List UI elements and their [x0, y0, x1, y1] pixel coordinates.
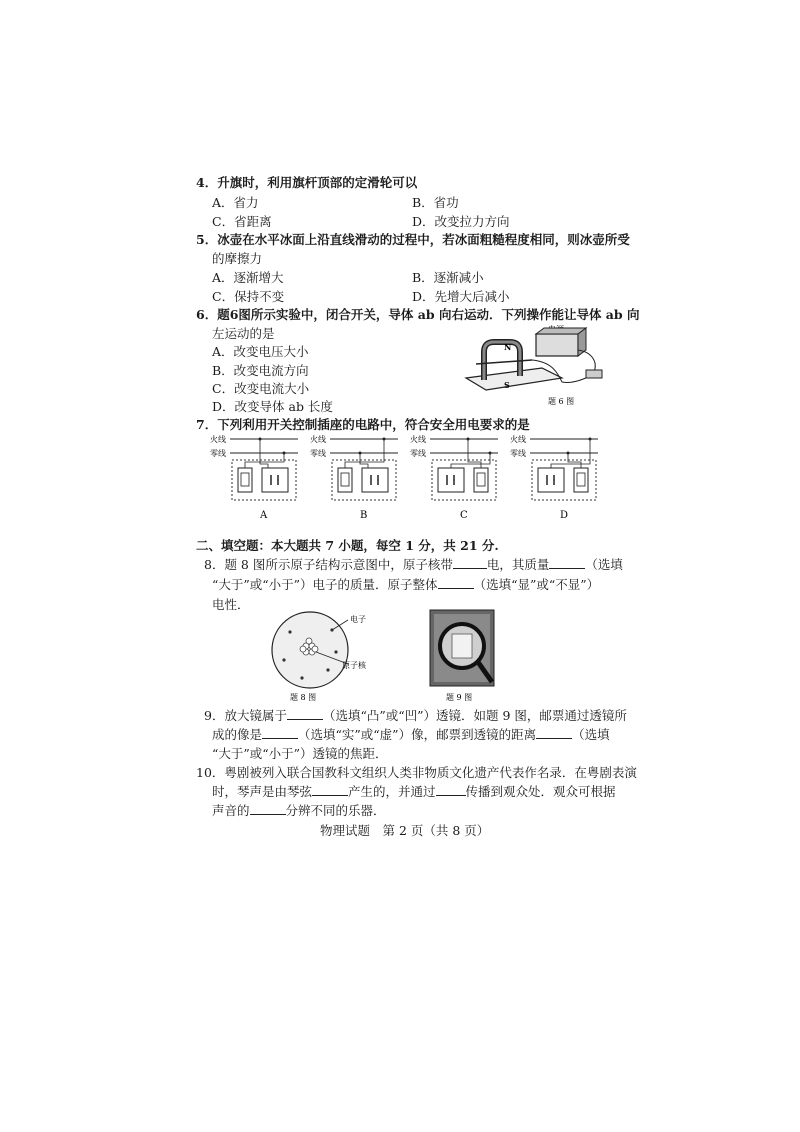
fig6-caption: 题 6 图	[548, 397, 575, 406]
switch	[586, 370, 602, 378]
option-d-label: D	[560, 510, 569, 521]
circuit-option-d	[510, 434, 598, 521]
live-wire-label-a: 火线	[210, 435, 226, 444]
q6-stem-line1: 6．题6图所示实验中，闭合开关，导体 ab 向右运动．下列操作能让导体 ab 向	[196, 307, 640, 322]
fig8-caption: 题 8 图	[290, 693, 317, 702]
neutral-wire-label-a: 零线	[210, 449, 226, 458]
q8-l2-part2: （选填“显”或“不显”）	[473, 577, 600, 592]
q6-option-d: D．改变导体 ab 长度	[212, 399, 333, 414]
live-wire-label-b: 火线	[310, 435, 326, 444]
q4-option-d: D．改变拉力方向	[412, 214, 510, 229]
q10-line2	[212, 783, 616, 801]
q8-l1-part2: 电，其质量	[486, 557, 550, 572]
circuit-option-c	[410, 434, 498, 521]
switch-icon	[477, 473, 485, 486]
q10-blank-2	[436, 783, 466, 796]
q10-blank-3	[250, 802, 286, 815]
section2-heading: 二、填空题：本大题共 7 小题，每空 1 分，共 21 分.	[196, 538, 499, 553]
q10-l2-part1: 时，琴声是由琴弦	[212, 784, 313, 799]
q6-option-a: A．改变电压大小	[212, 344, 309, 359]
q6-option-b: B．改变电流方向	[212, 363, 309, 378]
neutral-wire-label-c: 零线	[410, 449, 426, 458]
q10-l2-part3: 传播到观众处．观众可根据	[465, 784, 616, 799]
circuit-option-a	[210, 434, 298, 521]
q9-l2-part3: （选填	[572, 727, 610, 742]
q10-l3-part2: 分辨不同的乐器．	[285, 803, 386, 818]
q8-l1-part3: （选填	[585, 557, 623, 572]
q9-line2	[212, 726, 610, 744]
q10-line3	[212, 802, 386, 820]
q10-line1: 10．粤剧被列入联合国教科文组织人类非物质文化遗产代表作名录．在粤剧表演	[196, 765, 637, 780]
live-wire-label-c: 火线	[410, 435, 426, 444]
switch-icon	[241, 473, 249, 486]
figure-9-magnifier	[428, 608, 498, 704]
q8-line2	[212, 576, 599, 594]
q9-l1-part1: 9．放大镜属于	[204, 708, 287, 723]
neutral-wire-label-d: 零线	[510, 449, 526, 458]
q7-stem: 7．下列利用开关控制插座的电路中，符合安全用电要求的是	[196, 417, 530, 432]
q9-blank-3	[536, 726, 572, 739]
q8-blank-2	[549, 556, 585, 569]
base-board	[466, 368, 562, 390]
q4-option-a: A．省力	[212, 195, 259, 210]
q9-blank-1	[287, 707, 323, 720]
q4-option-b: B．省功	[412, 195, 459, 210]
q9-line3: “大于”或“小于”）透镜的焦距．	[212, 746, 388, 761]
q9-line1	[204, 707, 627, 725]
q5-option-a: A．逐渐增大	[212, 270, 284, 285]
q9-l2-part1: 成的像是	[212, 727, 263, 742]
q9-l2-part2: （选填“实”或“虚”）像，邮票到透镜的距离	[298, 727, 537, 742]
figure-8-atom-model	[262, 608, 392, 704]
q8-blank-3	[438, 576, 474, 589]
page-footer: 物理试题 第 2 页（共 8 页）	[320, 823, 490, 838]
q8-line3: 电性．	[212, 597, 250, 612]
fig8-nucleus-label: 原子核	[342, 661, 366, 670]
q7-circuit-options	[208, 432, 608, 524]
q10-l2-part2: 产生的，并通过	[348, 784, 436, 799]
stamp	[452, 634, 472, 658]
q4-stem: 4．升旗时，利用旗杆顶部的定滑轮可以	[196, 175, 418, 190]
q5-option-b: B．逐渐减小	[412, 270, 484, 285]
q5-stem-line1: 5．冰壶在水平冰面上沿直线滑动的过程中，若冰面粗糙程度相同，则冰壶所受	[196, 232, 630, 247]
switch-icon	[341, 473, 349, 486]
fig6-n-label: N	[504, 342, 512, 352]
option-b-label: B	[360, 510, 368, 521]
fig6-s-label: S	[504, 380, 510, 390]
option-c-label: C	[460, 510, 468, 521]
q4-option-c: C．省距离	[212, 214, 272, 229]
q5-stem-line2: 的摩擦力	[212, 251, 263, 266]
circuit-option-b	[310, 434, 398, 521]
q6-option-c: C．改变电流大小	[212, 381, 310, 396]
q10-blank-1	[312, 783, 348, 796]
q5-option-d: D．先增大后减小	[412, 289, 510, 304]
power-supply-box	[536, 334, 578, 356]
q8-l2-part1: “大于”或“小于”）电子的质量．原子整体	[212, 577, 438, 592]
fig9-caption: 题 9 图	[446, 693, 473, 702]
q10-l3-part1: 声音的	[212, 803, 250, 818]
fig8-electron-label: 电子	[350, 615, 366, 624]
switch-icon	[577, 473, 585, 486]
q9-blank-2	[262, 726, 298, 739]
neutral-wire-label-b: 零线	[310, 449, 326, 458]
q8-blank-1	[453, 556, 487, 569]
live-wire-label-d: 火线	[510, 435, 526, 444]
q9-l1-part2: （选填“凸”或“凹”）透镜．如题 9 图，邮票通过透镜所	[322, 708, 627, 723]
q5-option-c: C．保持不变	[212, 289, 285, 304]
figure-6-motor-experiment	[462, 322, 607, 410]
option-a-label: A	[260, 510, 268, 521]
q6-stem-line2: 左运动的是	[212, 326, 275, 341]
q8-line1	[204, 556, 623, 574]
q8-l1-part1: 8．题 8 图所示原子结构示意图中，原子核带	[204, 557, 453, 572]
